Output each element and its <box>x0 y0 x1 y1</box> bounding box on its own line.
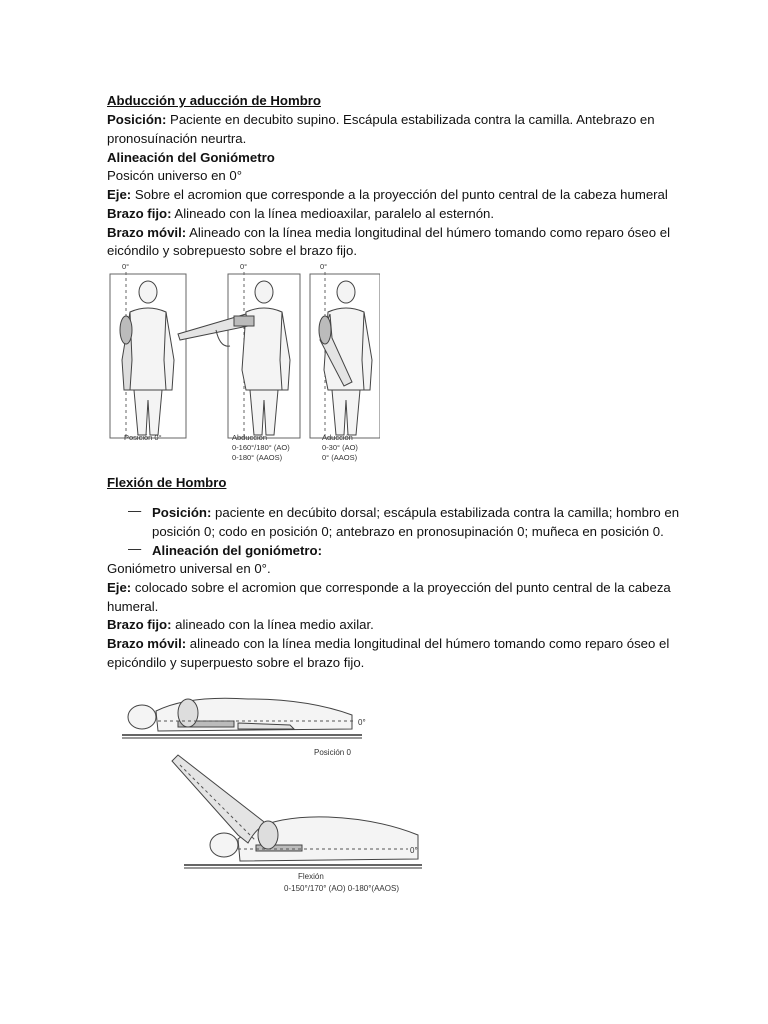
caption-aduccion-1: Aducción <box>322 433 353 442</box>
caption-flexion-2: 0-150°/170° (AO) 0-180°(AAOS) <box>284 884 399 893</box>
zero-label-3: 0° <box>320 262 328 271</box>
caption-flexion-1: Flexión <box>298 872 324 881</box>
brazo-movil-line-2: eicóndilo y sobrepuesto sobre el brazo fijo. <box>107 243 357 258</box>
body-supine-flexion <box>172 755 422 868</box>
posicion-universo: Posicón universo en 0° <box>107 168 243 183</box>
caption-aduccion-2: 0-30° (AO) <box>322 443 358 452</box>
posicion-text: Paciente en decubito supino. Escápula estabilizada contra la camilla. Antebrazo en <box>166 112 655 127</box>
section-title-flexion: Flexión de Hombro <box>107 475 227 490</box>
caption-posicion-0-supine: Posición 0 <box>314 748 351 757</box>
bullet-posicion: — <box>128 503 142 518</box>
posicion-label-s2: Posición: <box>152 505 212 520</box>
brazo-fijo-line-s2 <box>107 615 374 634</box>
zero-label-supine: 0° <box>358 718 366 727</box>
eje-label-s2: Eje: <box>107 580 132 595</box>
zero-label-flexion: 0° <box>410 846 418 855</box>
zero-label-1: 0° <box>122 262 130 271</box>
brazo-movil-label: Brazo móvil: <box>107 225 187 240</box>
brazo-fijo-text: Alineado con la línea medioaxilar, paralelo al esternón. <box>171 206 495 221</box>
body-supine-posicion-0 <box>122 698 362 738</box>
brazo-movil-text: Alineado con la línea media longitudinal del húmero tomando como reparo óseo el <box>186 225 670 240</box>
posicion-text-s2: paciente en decúbito dorsal; escápula estabilizada contra la camilla; hombro en <box>211 505 680 520</box>
brazo-fijo-label: Brazo fijo: <box>107 206 172 221</box>
brazo-movil-line-s2 <box>107 634 669 653</box>
eje-line-s2 <box>107 578 671 597</box>
body-figure-2 <box>178 281 290 435</box>
posicion-label: Posición: <box>107 112 167 127</box>
posicion-line <box>107 110 655 129</box>
alineacion-label-s2: Alineación del goniómetro: <box>152 543 322 558</box>
brazo-fijo-line <box>107 204 494 223</box>
brazo-movil-label-s2: Brazo móvil: <box>107 636 187 651</box>
zero-label-2: 0° <box>240 262 248 271</box>
posicion-line-s2 <box>152 503 679 522</box>
caption-abduccion-2: 0-160°/180° (AO) <box>232 443 290 452</box>
alineacion-title: Alineación del Goniómetro <box>107 150 275 165</box>
figure-abduccion-aduccion <box>108 260 380 466</box>
eje-label: Eje: <box>107 187 132 202</box>
figure-flexion <box>118 685 434 897</box>
caption-abduccion-1: Abducción <box>232 433 268 442</box>
brazo-movil-line-s2-2: epicóndilo y superpuesto sobre el brazo fijo. <box>107 655 365 670</box>
eje-text: Sobre el acromion que corresponde a la proyección del punto central de la cabeza humeral <box>131 187 668 202</box>
eje-text-s2: colocado sobre el acromion que corresponde a la proyección del punto central de la cabeza <box>131 580 671 595</box>
caption-posicion-0: Posición 0° <box>124 433 162 442</box>
brazo-fijo-text-s2: alineado con la línea medio axilar. <box>171 617 374 632</box>
posicion-line-s2-2: posición 0; codo en posición 0; antebrazo en pronosupinación 0; muñeca en posición 0. <box>152 524 664 539</box>
goniometro-line: Goniómetro universal en 0°. <box>107 561 271 576</box>
brazo-fijo-label-s2: Brazo fijo: <box>107 617 172 632</box>
caption-abduccion-3: 0-180° (AAOS) <box>232 453 283 462</box>
body-figure-3 <box>319 281 372 435</box>
brazo-movil-text-s2: alineado con la línea media longitudinal del húmero tomando como reparo óseo el <box>186 636 670 651</box>
body-figure-1 <box>120 281 174 435</box>
eje-line <box>107 185 668 204</box>
caption-aduccion-3: 0° (AAOS) <box>322 453 358 462</box>
brazo-movil-line <box>107 223 670 242</box>
eje-line-s2-2: humeral. <box>107 599 159 614</box>
bullet-alineacion: — <box>128 541 142 556</box>
posicion-line-2: pronosuínación neurtra. <box>107 131 247 146</box>
section-title-abduccion: Abducción y aducción de Hombro <box>107 93 321 108</box>
